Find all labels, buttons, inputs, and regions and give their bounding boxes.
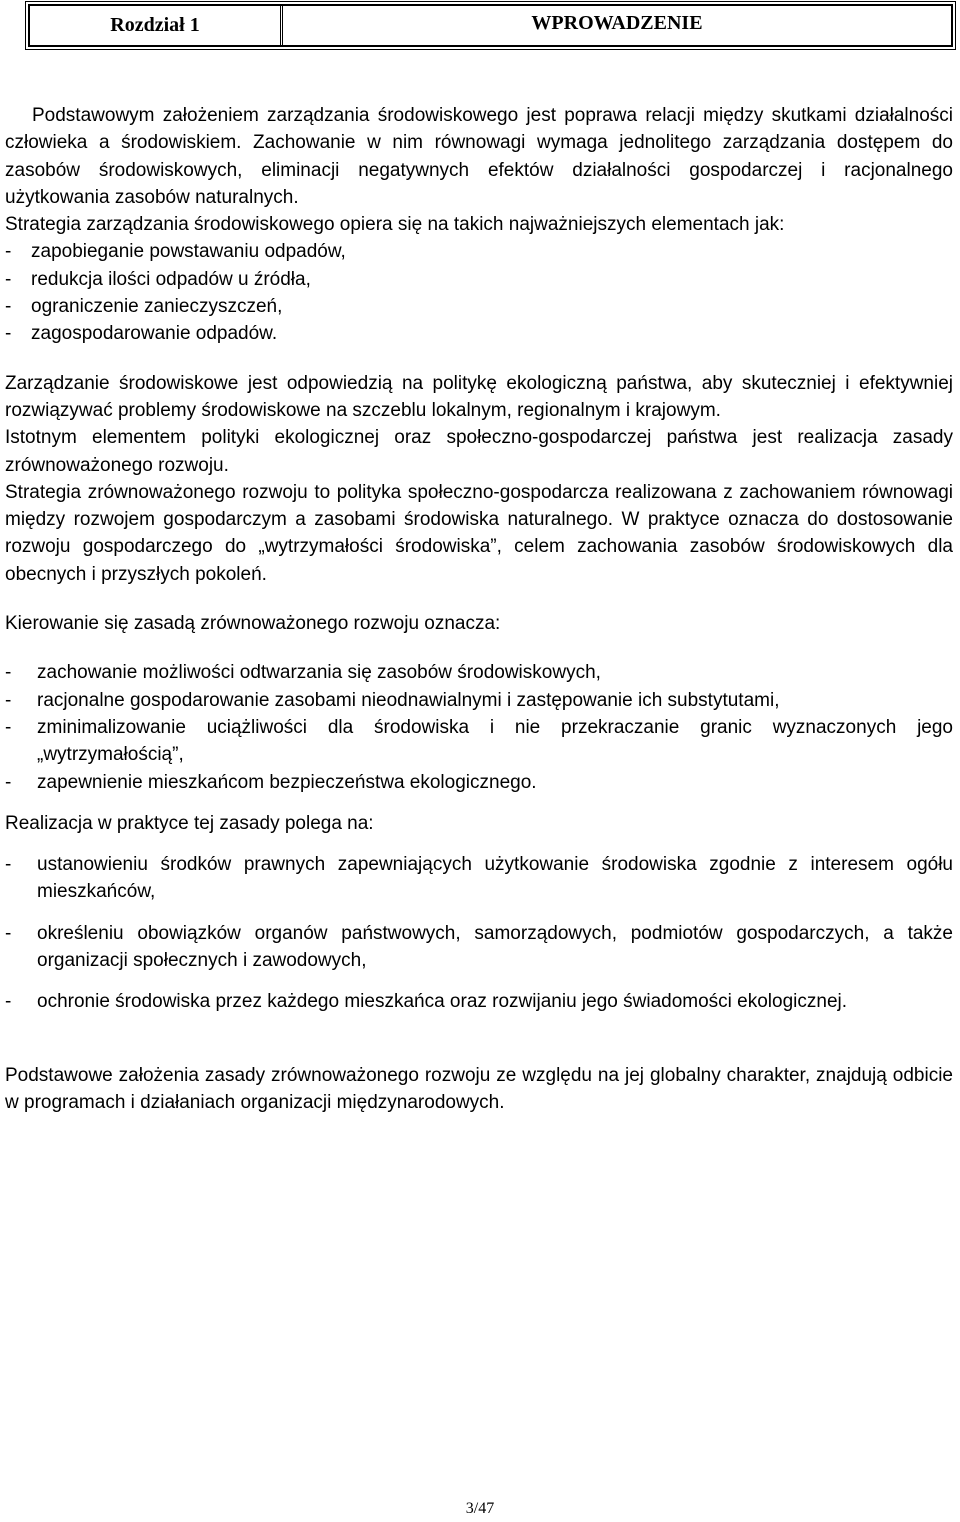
chapter-title: WPROWADZENIE <box>531 12 703 34</box>
closing-paragraph: Podstawowe założenia zasady zrównoważonego rozwoju ze względu na jej globalny charakter, znajdują odbicie w programach i działaniach organizacji międzynarodowych. <box>5 1064 953 1113</box>
list-item: - ograniczenie zanieczyszczeń, <box>5 293 953 320</box>
list-item: - ochronie środowiska przez każdego mieszkańca oraz rozwijaniu jego świadomości ekologicznej. <box>5 988 953 1015</box>
page-number: 3/47 <box>465 1500 495 1517</box>
strategy-elements-list <box>5 238 953 347</box>
list-item: - redukcja ilości odpadów u źródła, <box>5 266 953 293</box>
principle-heading: Kierowanie się zasadą zrównoważonego rozwoju oznacza: <box>5 613 501 635</box>
element-paragraph: Istotnym elementem polityki ekologicznej oraz społeczno-gospodarczej państwa jest realizacja zasady zrównoważonego rozwoju. <box>5 427 953 476</box>
list-item: - zapobieganie powstawaniu odpadów, <box>5 238 953 265</box>
list-item: - zagospodarowanie odpadów. <box>5 320 953 347</box>
chapter-label: Rozdział 1 <box>30 6 283 45</box>
list-item: - zminimalizowanie uciążliwości dla środowiska i nie przekraczanie granic wyznaczonych jego „wytrzymałością”, <box>5 714 953 769</box>
list-item: - zachowanie możliwości odtwarzania się zasobów środowiskowych, <box>5 659 953 686</box>
intro-paragraph: Podstawowym założeniem zarządzania środowiskowego jest poprawa relacji między skutkami działalności człowieka a środowiskiem. Zachowanie w nim równowagi wymaga jednolitego zarządzania dostępem do zasobów środowiskowych, eliminacji negatywnych efektów działalności gospodarczej i racjonalnego użytkowania zasobów naturalnych. <box>5 105 953 208</box>
principle-list <box>5 659 953 795</box>
document-body <box>5 102 953 1116</box>
strategy-paragraph: Strategia zarządzania środowiskowego opiera się na takich najważniejszych elementach jak: <box>5 214 785 236</box>
list-item: - określeniu obowiązków organów państwowych, samorządowych, podmiotów gospodarczych, a także organizacji społecznych i zawodowych, <box>5 920 953 975</box>
policy-paragraph: Zarządzanie środowiskowe jest odpowiedzią na politykę ekologiczną państwa, aby skuteczniej i efektywniej rozwiązywać problemy środowiskowe na szczeblu lokalnym, regionalnym i krajowym. <box>5 372 953 421</box>
chapter-header <box>28 4 953 47</box>
realization-list <box>5 851 953 906</box>
strategy-sustainable-paragraph: Strategia zrównoważonego rozwoju to polityka społeczno-gospodarcza realizowana z zachowaniem równowagi między rozwojem gospodarczym a zasobami środowiska naturalnego. W praktyce oznacza do dostosowanie rozwoju gospodarczego do „wytrzymałości środowiska”, celem zachowania zasobów środowiskowych dla obecnych i przyszłych pokoleń. <box>5 481 953 585</box>
list-item: - zapewnienie mieszkańcom bezpieczeństwa ekologicznego. <box>5 769 953 796</box>
list-item: - racjonalne gospodarowanie zasobami nieodnawialnymi i zastępowanie ich substytutami, <box>5 687 953 714</box>
realization-list <box>5 920 953 975</box>
realization-list <box>5 988 953 1015</box>
list-item: - ustanowieniu środków prawnych zapewniających użytkowanie środowiska zgodnie z interesem ogółu mieszkańców, <box>5 851 953 906</box>
realization-heading: Realizacja w praktyce tej zasady polega na: <box>5 812 374 834</box>
